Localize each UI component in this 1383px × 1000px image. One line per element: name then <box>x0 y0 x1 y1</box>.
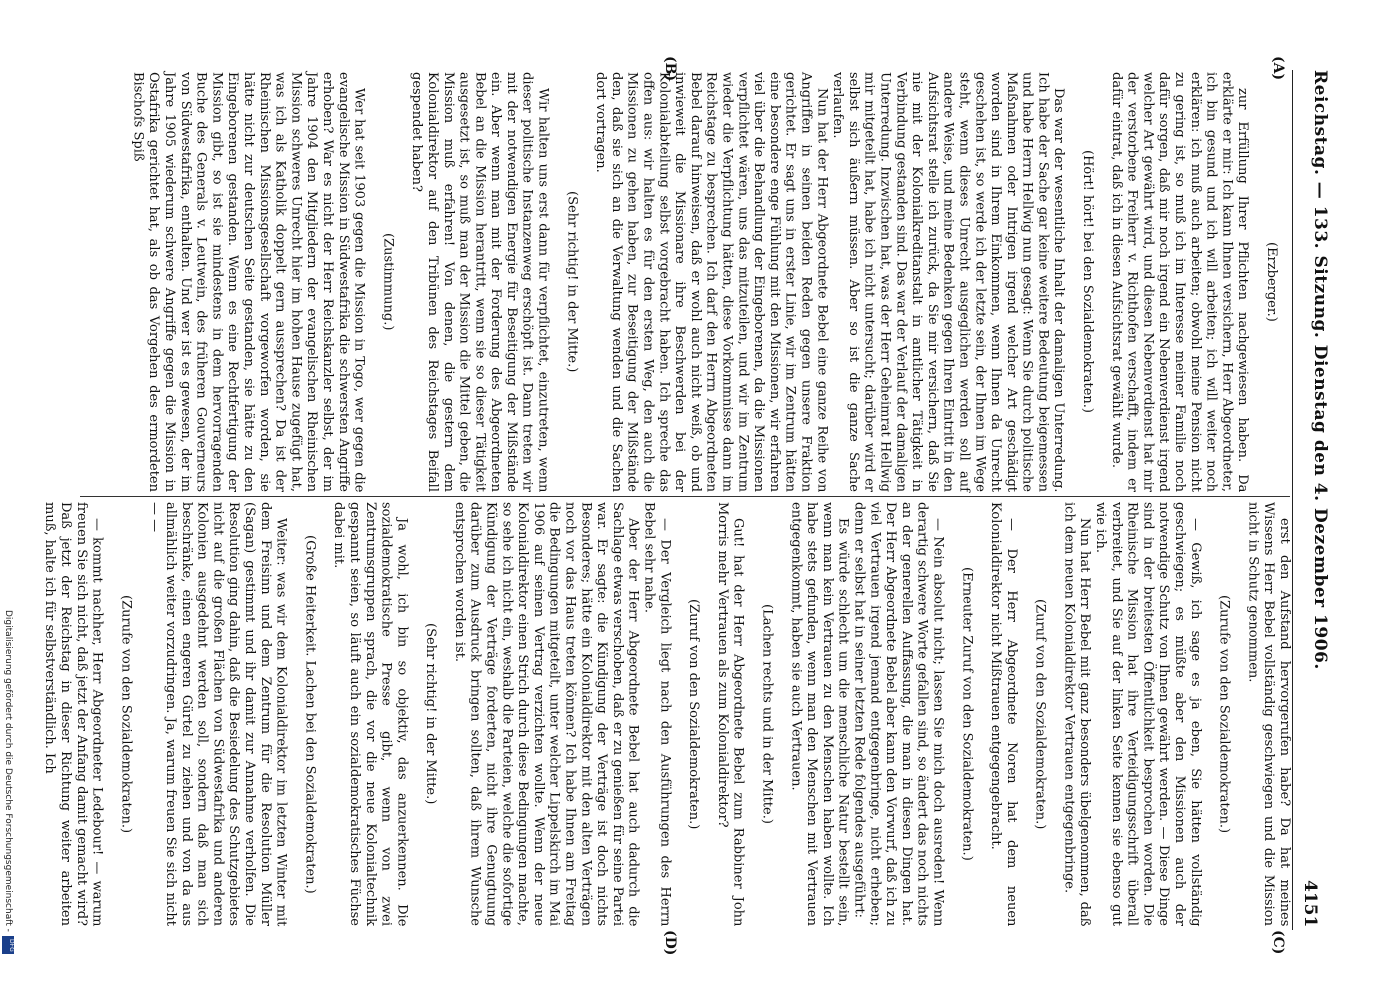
margin-mark-b: (B) <box>662 56 678 82</box>
paragraph: Weiter: was wir dem Kolonialdirektor im letzten Winter mit dem Freisinn und dem Zentrum für die Resolution Müller (Sagan) gestimmt und ihr damit zur Annahme verholfen. Die Resolution ging dahin, daß die Besiedelung des Schutzgebietes nicht auf die großen Flächen von Südwestafrika und anderen Kolonien ausgedehnt werden soll, sondern daß man sich beschränke, einen engeren Gürtel zu ziehen und von da aus allmählich weiter vorzudringen. Ja, warum freuen Sie sich nicht — — <box>147 502 289 926</box>
right-column <box>42 502 1292 926</box>
interjection: (Zurufe von den Sozialdemokraten.) <box>118 594 134 834</box>
interjection: (Erneuter Zuruf von den Sozialdemokraten.) <box>959 567 975 861</box>
paragraph: Gut! hat der Herr Abgeordnete Bebel zum Rabbiner John Morris mehr Vertrauen als zum Kolonialdirektor? <box>714 502 746 926</box>
paragraph: Nun hat der Herr Abgeordnete Bebel eine ganze Reihe von Angriffen in seinen beiden Reden gegen unsere Fraktion gerichtet. Er sagt uns in erster Linie, wir im Zentrum hätten eine besondere enge Fühlung mit den Missionen, wir erfahren viel über die Behandlung der Eingeborenen, da die Missionen verpflichtet wären, uns das mitzuteilen, und wir im Zentrum wieder die Verpflichtung hätten, diese Vorkommnisse dann im Reichstage zu besprechen. Ich darf den Herrn Abgeordneten Bebel darauf hinweisen, daß er wohl auch nicht weiß, ob und inwieweit die Missionare ihre Beschwerden bei der Kolonialabteilung selbst vorgebracht haben. Ich spreche das offen aus: wir halten es für den ersten Weg, den auch die Missionen zu gehen haben, zur Beseitigung der Mißstände den, daß sie sich an die Verwaltung wenden und die Sachen dort vortragen. <box>593 72 830 492</box>
footer-text: Digitalisierung gefördert durch die Deutsche Forschungsgemeinschaft - <box>3 610 13 932</box>
left-column <box>82 72 1292 492</box>
interjection: (Zustimmung.) <box>380 233 396 331</box>
interjection: (Hört! hört! bei den Sozialdemokraten.) <box>1080 150 1096 414</box>
interjection: (Lachen rechts und in der Mitte.) <box>759 604 775 824</box>
digitization-footer <box>2 610 14 990</box>
paragraph: Wir halten uns erst dann für verpflichtet, einzutreten, wenn dieser politische Instanzenweg erschöpft ist. Dann treten wir mit der notwendigen Energie für Beseitigung der Mißstände ein. Aber wenn man mit der Forderung des Abgeordneten Bebel an die Mission herantritt, wenn sie so dieser Tätigkeit ausgesetzt ist, so muß man der Mission die Mittel geben, die Mission muß erfahren! Von denen, die gestern dem Kolonialdirektor auf den Tribünen des Reichstages Beifall gespendet haben? <box>409 72 551 492</box>
margin-mark-c: (C) <box>1270 930 1286 955</box>
header-title: Reichstag. — 133. Sitzung. Dienstag den 4. Dezember 1906. <box>1310 70 1330 670</box>
paragraph: — Nein absolut nicht; lassen Sie mich doch ausreden! Wenn derartig schwere Worte gefallen sind, so ändert das noch nichts an der generellen Auffassung, die man in diesen Dingen hat. Der Herr Abgeordnete Bebel aber kann den Vorwurf, daß ich zu viel Vertrauen irgend jemand entgegenbringe, nicht erheben; denn er selbst hat in seiner letzten Rede folgendes ausgeführt: <box>851 502 946 926</box>
interjection: (Zuruf von den Sozialdemokraten.) <box>686 598 702 830</box>
paragraph: erst den Aufstand hervorgerufen habe? Da hat meines Wissens Herr Bebel vollständig geschwiegen und die Mission nicht in Schutz genommen. <box>1245 502 1292 926</box>
margin-mark-d: (D) <box>662 930 678 956</box>
margin-mark-a: (A) <box>1270 56 1286 81</box>
interjection: (Große Heiterkeit. Lachen bei den Sozialdemokraten.) <box>302 534 318 894</box>
speaker-label: (Erzberger.) <box>1264 242 1279 322</box>
column-divider <box>80 496 1290 497</box>
quotation: Es würde schlecht um die menschliche Natur bestellt sein, wenn man kein Vertrauen zu den Menschen haben wollte. Ich habe stets gefunden, wenn man den Menschen mit Vertrauen entgegenkommt, haben sie auch Vertrauen. <box>788 502 851 926</box>
interjection: (Sehr richtig! in der Mitte.) <box>423 623 439 805</box>
paragraph: Ja wohl, ich bin so objektiv, das anzuerkennen. Die sozialdemokratische Presse gibt, wenn von zwei Zentrumsgruppen sprach, die vor die neue Kolonialtechnik gespannt seien, so läuft auch ein sozialdemokratisches Füchse dabei mit. <box>331 502 410 926</box>
paragraph: — Gewiß, ich sage es ja eben, Sie hätten vollständig geschwiegen; es müßte aber den Missionen auch der notwendige Schutz von Ihnen gewährt werden. — Diese Dinge sind in der breitesten Öffentlichkeit besprochen worden. Die Rheinische Mission hat ihre Verteidigungsschrift überall verbreitet, und Sie auf der linken Seite kennen sie ebenso gut wie ich. <box>1093 502 1203 926</box>
paragraph: Das war der wesentliche Inhalt der damaligen Unterredung. Ich habe der Sache gar keine weitere Bedeutung beigemessen und habe Herrn Hellwig nun gesagt: Wenn Sie durch politische Maßnahmen oder Intrigen irgend welcher Art geschädigt worden sind in Ihrem Einkommen, wenn Ihnen da Unrecht geschehen ist, so werde ich der letzte sein, der Ihnen im Wege steht, wenn dieses Unrecht ausgeglichen werden soll auf andere Weise, und meine Bedenken gegen Ihren Eintritt in den Aufsichtsrat stelle ich zurück, da Sie mir versichern, daß Sie nie mit der Kolonialkreditanstalt in amtlicher Tätigkeit in Verbindung gestanden sind. Das war der Verlauf der damaligen Unterredung. Inzwischen hat, was der Herr Geheimrat Hellwig mir mitgeteilt hat, habe ich nicht untersucht; darüber wird er selbst sich äußern müssen. Aber so ist die ganze Sache verlaufen. <box>830 72 1067 492</box>
paragraph: zur Erfüllung Ihrer Pflichten nachgewiesen haben. Da erklärte er mir: Ich kann Ihnen versichern, Herr Abgeordneter, ich bin gesund und ich will arbeiten; ich will weiter noch erklären: ich muß auch arbeiten; obwohl meine Pension nicht zu gering ist, so muß ich im Interesse meiner Familie noch dafür sorgen, daß mir noch irgend ein Nebenverdienst irgend welcher Art gewährt wird, und diesen Nebenverdienst hat mir der verstorbene Freiherr v. Richthofen verschafft, indem er dafür eintrat, daß ich in diesen Aufsichtsrat gewählt wurde. <box>1108 72 1251 492</box>
interjection: (Zuruf von den Sozialdemokraten.) <box>1032 598 1048 830</box>
paragraph: — Der Herr Abgeordnete Noren hat dem neuen Kolonialdirektor nicht Mißtrauen entgegengebracht. <box>988 502 1019 926</box>
interjection: (Zurufe von den Sozialdemokraten.) <box>1216 594 1232 834</box>
paragraph: — Der Vergleich liegt nach den Ausführungen des Herrn Bebel sehr nahe. <box>641 502 673 926</box>
running-header <box>1300 70 1330 930</box>
dfg-logo-icon: DFG <box>2 936 14 954</box>
paragraph: Wer hat seit 1903 gegen die Mission in Togo, wer gegen die evangelische Mission in Südwestafrika die schwersten Angriffe erhoben? War es nicht der Herr Reichskanzler selbst, der im Jahre 1904 den Mitgliedern der evangelischen Rheinischen Mission schweres Unrecht hier im hohen Hause zugefügt hat, was ich als Katholik doppelt gern aussprechen? Da ist der Rheinischen Missionsgesellschaft vorgeworfen worden, sie hätte nicht zur deutschen Seite gestanden, sie hätte zu den Eingeborenen gestanden. Wenn es eine Rechtfertigung der Mission gibt, so ist sie mindestens in dem hervorragenden Buche des Generals v. Leutwein, des früheren Gouverneurs von Südwestafrika, enthalten. Und wer ist es gewesen, der im Jahre 1905 wiederum schwere Angriffe gegen die Mission in Ostafrika gerichtet hat, als ob das Vorgehen des ermordeten Bischofs Spiß <box>130 72 367 492</box>
paragraph: Nun hat Herr Bebel mit ganz besonders übelgenommen, daß ich dem neuen Kolonialdirektor Vertrauen entgegenbringe. <box>1061 502 1093 926</box>
page-number: 4151 <box>1300 880 1320 928</box>
paragraph: — kommt nachher, Herr Abgeordneter Ledebour! — warum freuen Sie sich nicht, daß jetzt der Anfang damit gemacht wird? Daß jetzt der Reichstag in dieser Richtung weiter arbeiten muß, halte ich für selbstverständlich. Ich <box>42 502 105 926</box>
paragraph: Aber der Herr Abgeordnete Bebel hat auch dadurch die Sachlage etwas verschoben, daß er zu genießen für seine Partei war. Er sagte: die Kündigung der Verträge ist doch nichts Besonderes; hätte ein Kolonialdirektor mit den alten Verträgen noch vor das Haus treten können? Ich habe Ihnen am Freitag die Bedingungen mitgeteilt, unter welcher Lippelskirch im Mai 1906 auf seinen Vertrag verzichten wollte. Wenn der neue Kolonialdirektor einen Strich durch diese Bedingungen machte, so sehe ich nicht ein, weshalb die Parteien, welche die sofortige Kündigung der Verträge forderten, nicht ihre Genugtuung darüber zum Ausdruck bringen sollten, daß ihrem Wunsche entsprochen worden ist. <box>451 502 641 926</box>
header-rule <box>1292 70 1293 930</box>
interjection: (Sehr richtig! in der Mitte.) <box>564 191 580 373</box>
